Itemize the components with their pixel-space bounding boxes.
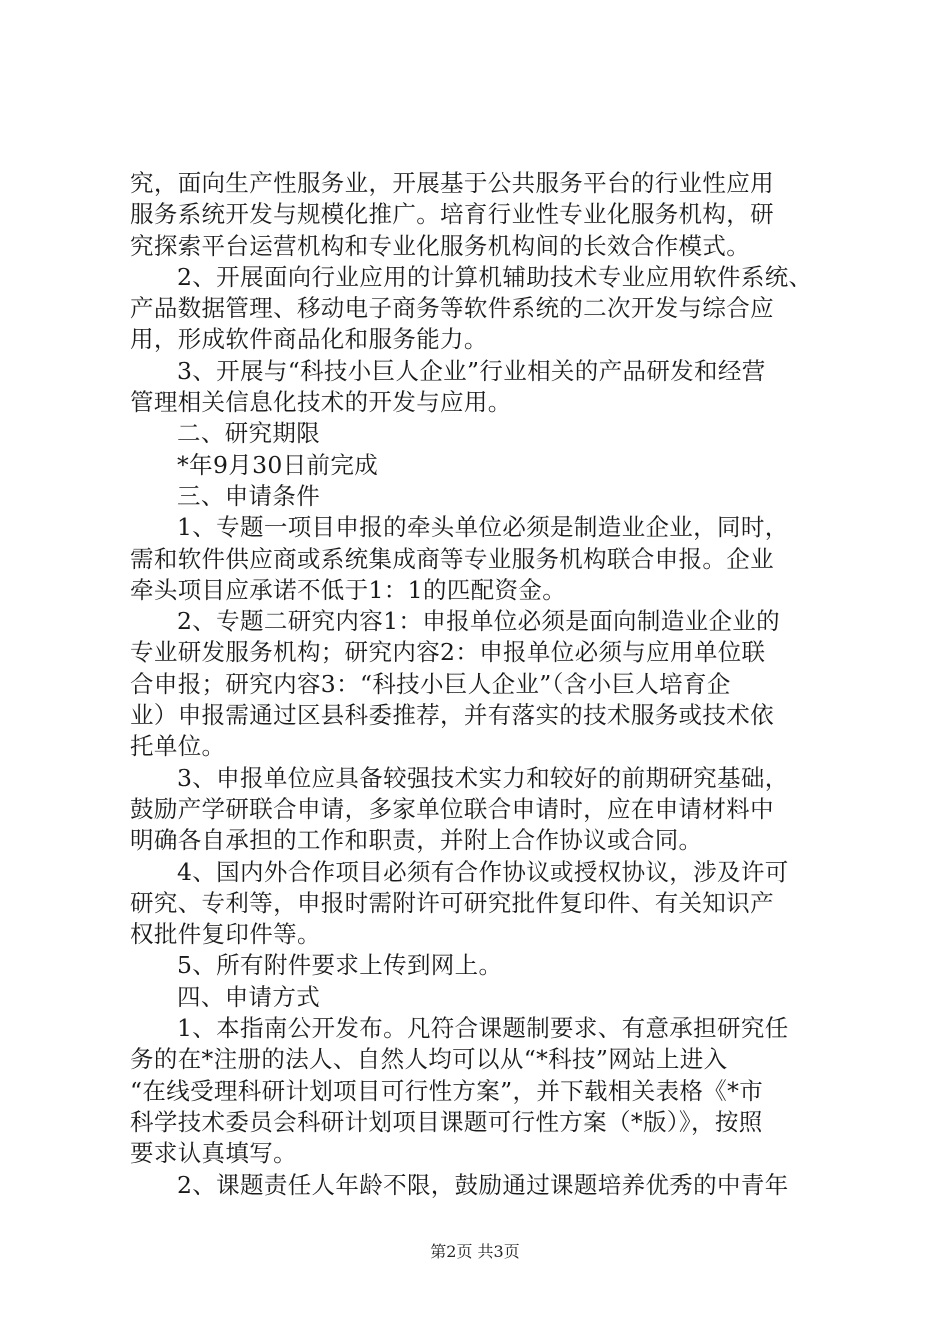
text-line: *年9月30日前完成 xyxy=(177,450,379,479)
text-line: 究探索平台运营机构和专业化服务机构间的长效合作模式。 xyxy=(130,231,751,260)
text-line: 科学技术委员会科研计划项目课题可行性方案（*版）》，按照 xyxy=(130,1107,763,1136)
text-line: 服务系统开发与规模化推广。培育行业性专业化服务机构，研 xyxy=(130,200,774,229)
document-body xyxy=(130,168,835,1201)
text-line: 5、所有附件要求上传到网上。 xyxy=(177,951,503,980)
text-line: 三、申请条件 xyxy=(177,481,321,510)
text-line: 4、国内外合作项目必须有合作协议或授权协议，涉及许可 xyxy=(177,857,789,886)
text-line: 3、申报单位应具备较强技术实力和较好的前期研究基础， xyxy=(177,763,789,792)
text-line: 研究、专利等，申报时需附许可研究批件复印件、有关知识产 xyxy=(130,888,774,917)
text-line: 合申报；研究内容3：“科技小巨人企业”（含小巨人培育企 xyxy=(130,669,731,698)
text-line: 管理相关信息化技术的开发与应用。 xyxy=(130,388,512,417)
text-line: 2、课题责任人年龄不限，鼓励通过课题培养优秀的中青年 xyxy=(177,1170,789,1199)
text-line: 明确各自承担的工作和职责，并附上合作协议或合同。 xyxy=(130,826,703,855)
text-line: 2、开展面向行业应用的计算机辅助技术专业应用软件系统、 xyxy=(177,262,813,291)
text-line: 2、专题二研究内容1：申报单位必须是面向制造业企业的 xyxy=(177,607,781,636)
text-line: 专业研发服务机构；研究内容2：申报单位必须与应用单位联 xyxy=(130,638,766,667)
text-line: 1、本指南公开发布。凡符合课题制要求、有意承担研究任 xyxy=(177,1014,789,1043)
text-line: 需和软件供应商或系统集成商等专业服务机构联合申报。企业 xyxy=(130,544,774,573)
text-line: 业）申报需通过区县科委推荐，并有落实的技术服务或技术依 xyxy=(130,701,774,730)
text-line: 权批件复印件等。 xyxy=(130,920,321,949)
text-line: 用，形成软件商品化和服务能力。 xyxy=(130,325,488,354)
text-line: 3、开展与“科技小巨人企业”行业相关的产品研发和经营 xyxy=(177,356,766,385)
text-line: 二、研究期限 xyxy=(177,419,321,448)
text-line: 托单位。 xyxy=(130,732,226,761)
text-line: 1、专题一项目申报的牵头单位必须是制造业企业，同时， xyxy=(177,513,789,542)
text-line: 产品数据管理、移动电子商务等软件系统的二次开发与综合应 xyxy=(130,294,774,323)
text-line: 四、申请方式 xyxy=(177,982,321,1011)
text-line: “在线受理科研计划项目可行性方案”，并下载相关表格《*市 xyxy=(130,1076,764,1105)
text-line: 牵头项目应承诺不低于1：1的匹配资金。 xyxy=(130,575,567,604)
text-line: 鼓励产学研联合申请，多家单位联合申请时，应在申请材料中 xyxy=(130,794,774,823)
text-line: 要求认真填写。 xyxy=(130,1139,297,1168)
text-line: 究，面向生产性服务业，开展基于公共服务平台的行业性应用 xyxy=(130,169,774,197)
text-line: 务的在*注册的法人、自然人均可以从“*科技”网站上进入 xyxy=(130,1045,728,1074)
page-footer: 第2页 共3页 xyxy=(430,1242,520,1261)
